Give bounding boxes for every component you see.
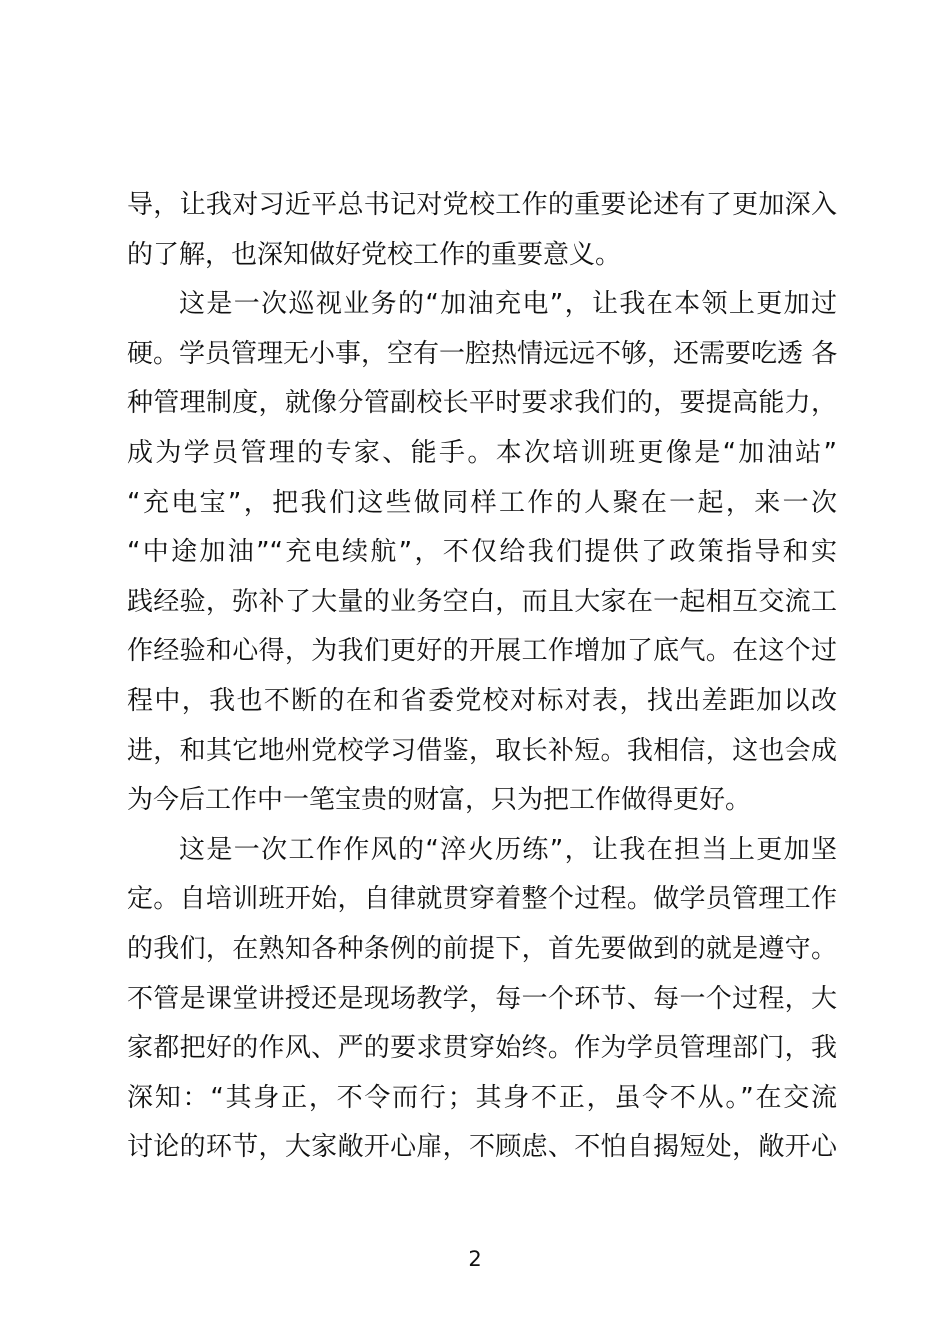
text-line: 进，和其它地州党校学习借鉴，取长补短。我相信，这也会成 xyxy=(127,735,837,766)
text-line: 深知：“其身正，不令而行；其身不正，虽令不从。”在交流 xyxy=(127,1082,837,1113)
text-line: 为今后工作中一笔宝贵的财富，只为把工作做得更好。 xyxy=(127,785,752,816)
text-line: 这是一次巡视业务的“加油充电”，让我在本领上更加过 xyxy=(179,289,837,320)
text-line: 程中，我也不断的在和省委党校对标对表，找出差距加以改 xyxy=(127,685,837,716)
text-line: 种管理制度，就像分管副校长平时要求我们的，要提高能力， xyxy=(127,388,837,419)
text-line: 成为学员管理的专家、能手。本次培训班更像是“加油站” xyxy=(127,437,837,468)
text-line: 硬。学员管理无小事，空有一腔热情远远不够，还需要吃透 各 xyxy=(127,338,838,369)
text-line: “充电宝”，把我们这些做同样工作的人聚在一起，来一次 xyxy=(127,487,837,518)
text-line: 家都把好的作风、严的要求贯穿始终。作为学员管理部门，我 xyxy=(127,1033,837,1064)
text-line: 的了解，也深知做好党校工作的重要意义。 xyxy=(127,239,622,270)
text-line: 不管是课堂讲授还是现场教学，每一个环节、每一个过程，大 xyxy=(127,983,837,1014)
body-text xyxy=(127,181,837,1173)
text-line: 这是一次工作作风的“淬火历练”，让我在担当上更加坚 xyxy=(179,834,837,865)
text-line: 践经验，弥补了大量的业务空白，而且大家在一起相互交流工 xyxy=(127,586,837,617)
page-number: 2 xyxy=(468,1247,482,1271)
text-line: 导，让我对习近平总书记对党校工作的重要论述有了更加深入 xyxy=(127,190,837,220)
text-line: 作经验和心得，为我们更好的开展工作增加了底气。在这个过 xyxy=(127,636,837,667)
text-line: 的我们，在熟知各种条例的前提下，首先要做到的就是遵守。 xyxy=(127,933,837,964)
text-line: 定。自培训班开始，自律就贯穿着整个过程。做学员管理工作 xyxy=(127,884,837,915)
text-line: “中途加油”“充电续航”，不仅给我们提供了政策指导和实 xyxy=(127,537,837,568)
text-line: 讨论的环节，大家敞开心扉，不顾虑、不怕自揭短处，敞开心 xyxy=(127,1132,837,1163)
